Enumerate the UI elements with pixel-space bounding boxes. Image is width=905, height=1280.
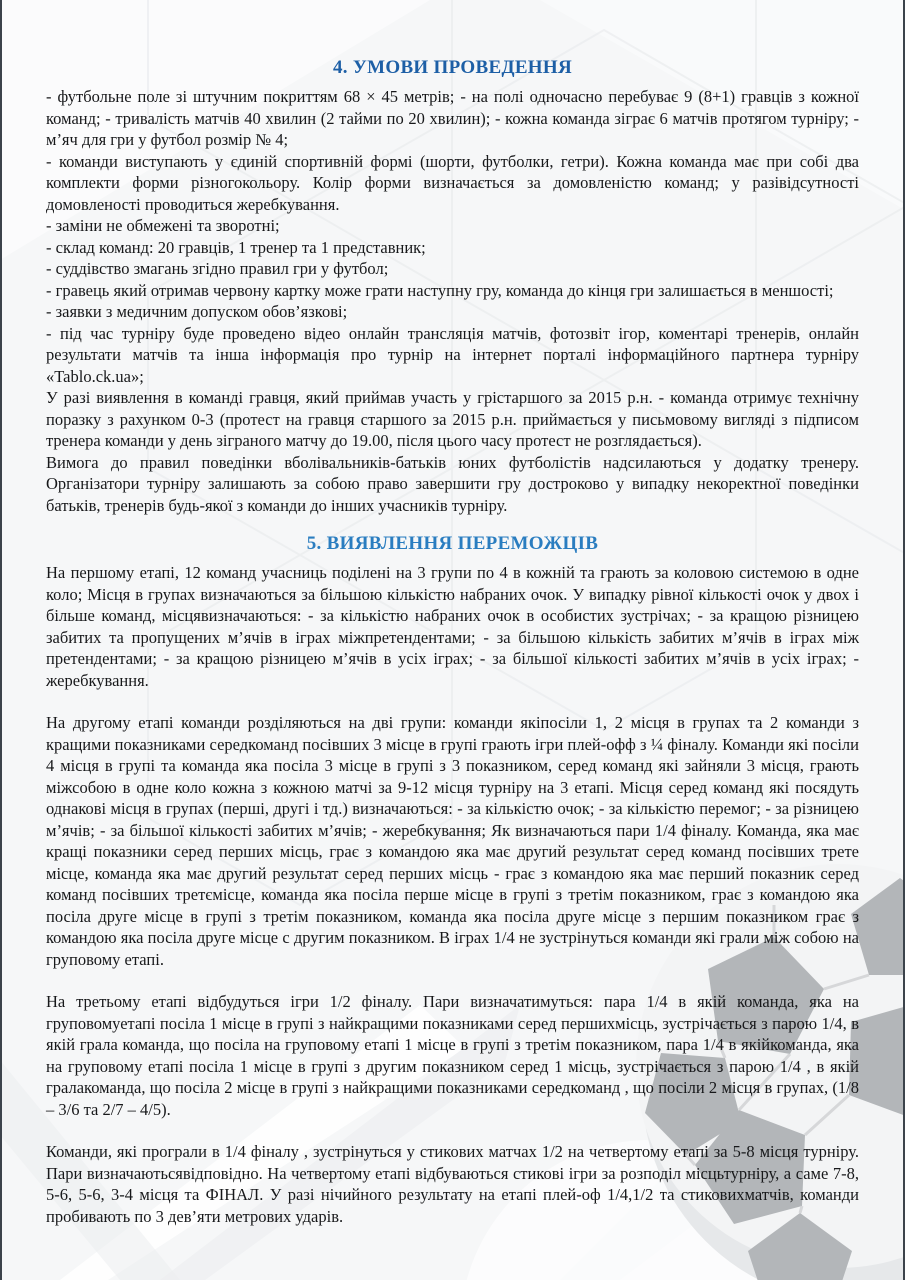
left-edge-line	[0, 0, 2, 1280]
section-heading: 5. ВИЯВЛЕННЯ ПЕРЕМОЖЦІВ	[306, 533, 599, 554]
paragraph: Команди, які програли в 1/4 фіналу , зустрінуться у стикових матчах 1/2 на четвертому етапі за 5-8 місця турніру. Пари визначаютьсявідповідно. На четвертому етапі відбуваються стикові ігри за розподіл місцьтурніру, а саме 7-8, 5-6, 5-6, 3-4 місця та ФІНАЛ. У разі нічийного результату на етапі плей-оф 1/4,1/2 та стиковихматчів, команди пробивають по 3 дев’яти метрових ударів.	[46, 1142, 859, 1226]
section-winners	[46, 532, 859, 1227]
paragraph: - суддівство змагань згідно правил гри у футбол;	[46, 259, 389, 278]
paragraph: У разі виявлення в команді гравця, який приймав участь у грістаршого за 2015 р.н. - команда отримує технічну поразку з рахунком 0-3 (протест на гравця старшого за 2015 р.н. приймається у письмовому вигляді з підписом тренера команди у день зіграного матчу до 19.00, після цього часу протест не розглядається).	[46, 388, 859, 450]
paragraph: На другому етапі команди розділяються на дві групи: команди якіпосіли 1, 2 місця в групах та 2 команди з кращими показниками середкоманд посівших 3 місце в групі грають ігри плей-офф з ¼ фіналу. Команди які посіли 4 місця в групі та команда яка посіла 3 місце в групі з 3 показником, серед команд які зайняли 3 місця, грають міжсобою в одне коло кожна з кожною матчі за 9-12 місця турніру на 3 етапі. Місця серед команд які посядуть однакові місця в групах (перші, другі і тд.) визначаються: - за кількістю очок; - за кількістю перемог; - за різницею м’ячів; - за більшої кількості забитих м’ячів; - жеребкування; Як визначаються пари 1/4 фіналу. Команда, яка має кращі показники серед перших місць, грає з командою яка має другий результат серед команд посівших трете місце, команда яка має другий результат серед перших місць - грає з командою яка має перший показник серед команд посівших третємісце, команда яка посіла перше місце в групі з третім показником, грає з командою яка посіла друге місце в групі з третім показником, команда яка посіла друге місце з першим показником грає з командою яка посіла друге місце с другим показником. В іграх 1/4 не зустрінуться команди які грали між собою на груповому етапі.	[46, 713, 859, 969]
section-heading: 4. УМОВИ ПРОВЕДЕННЯ	[333, 57, 572, 78]
paragraph: - гравець який отримав червону картку може грати наступну гру, команда до кінця гри залишається в меншості;	[46, 280, 834, 300]
paragraph: - заміни не обмежені та зворотні;	[46, 216, 280, 235]
paragraph: - футбольне поле зі штучним покриттям 68 × 45 метрів; - на полі одночасно перебуває 9 (8+1) гравців з кожної команд; - тривалість матчів 40 хвилин (2 тайми по 20 хвилин); - кожна команда зіграє 6 матчів протягом турніру; - м’яч для гри у футбол розмір № 4;	[46, 87, 859, 149]
paragraph: - заявки з медичним допуском обов’язкові;	[46, 302, 348, 321]
paragraph: На третьому етапі відбудуться ігри 1/2 фіналу. Пари визначатимуться: пара 1/4 в якій команда, яка на груповомуетапі посіла 1 місце в групі з найкращими показниками серед першихмісць, зустрічається з парою 1/4, в якій грала команда, що посіла на груповому етапі 1 місце в групі з третім показником, пара 1/4 в якійкоманда, яка на груповому етапі посіла 1 місце в групі з другим показником серед 1 місць, зустрічається з парою 1/4 , в якій гралакоманда, що посіла 2 місце в групі з найкращими показниками середкоманд , що посіли 2 місця в групах, (1/8 – 3/6 та 2/7 – 4/5).	[46, 992, 859, 1119]
paragraph: На першому етапі, 12 команд учасниць поділені на 3 групи по 4 в кожній та грають за коловою системою в одне коло; Місця в групах визначаються за більшою кількістю набраних очок. У випадку рівної кількості очок у двох і більше команд, місцявизначаються: - за кількістю набраних очок в особистих зустрічах; - за кращою різницею забитих та пропущених м’ячів в іграх міжпретендентами; - за більшою кількість забитих м’ячів в іграх між претендентами; - за кращою різницею м’ячів в усіх іграх; - за більшої кількості забитих м’ячів в усіх іграх; - жеребкування.	[46, 563, 859, 690]
section-conditions	[46, 56, 859, 516]
section-paragraphs	[46, 86, 859, 516]
document-content	[0, 56, 905, 1227]
section-paragraphs	[46, 562, 859, 1227]
paragraph: - під час турніру буде проведено відео онлайн трансляція матчів, фотозвіт ігор, коментарі тренерів, онлайн результати матчів та інша інформація про турнір на інтернет порталі інформаційного партнера турніру «Tablo.ck.ua»;	[46, 323, 859, 386]
paragraph: Вимога до правил поведінки вболівальників-батьків юних футболістів надсилаються у додатку тренеру. Організатори турніру залишають за собою право завершити гру достроково у випадку некоректної поведінки батьків, тренерів будь-якої з команди до інших учасників турніру.	[46, 452, 859, 515]
paragraph: - склад команд: 20 гравців, 1 тренер та 1 представник;	[46, 237, 426, 257]
paragraph: - команди виступають у єдиній спортивній формі (шорти, футболки, гетри). Кожна команда має при собі два комплекти форми різногокольору. Колір форми визначається за домовленістю команд; у разівідсутності домовленості проводиться жеребкування.	[46, 151, 859, 214]
